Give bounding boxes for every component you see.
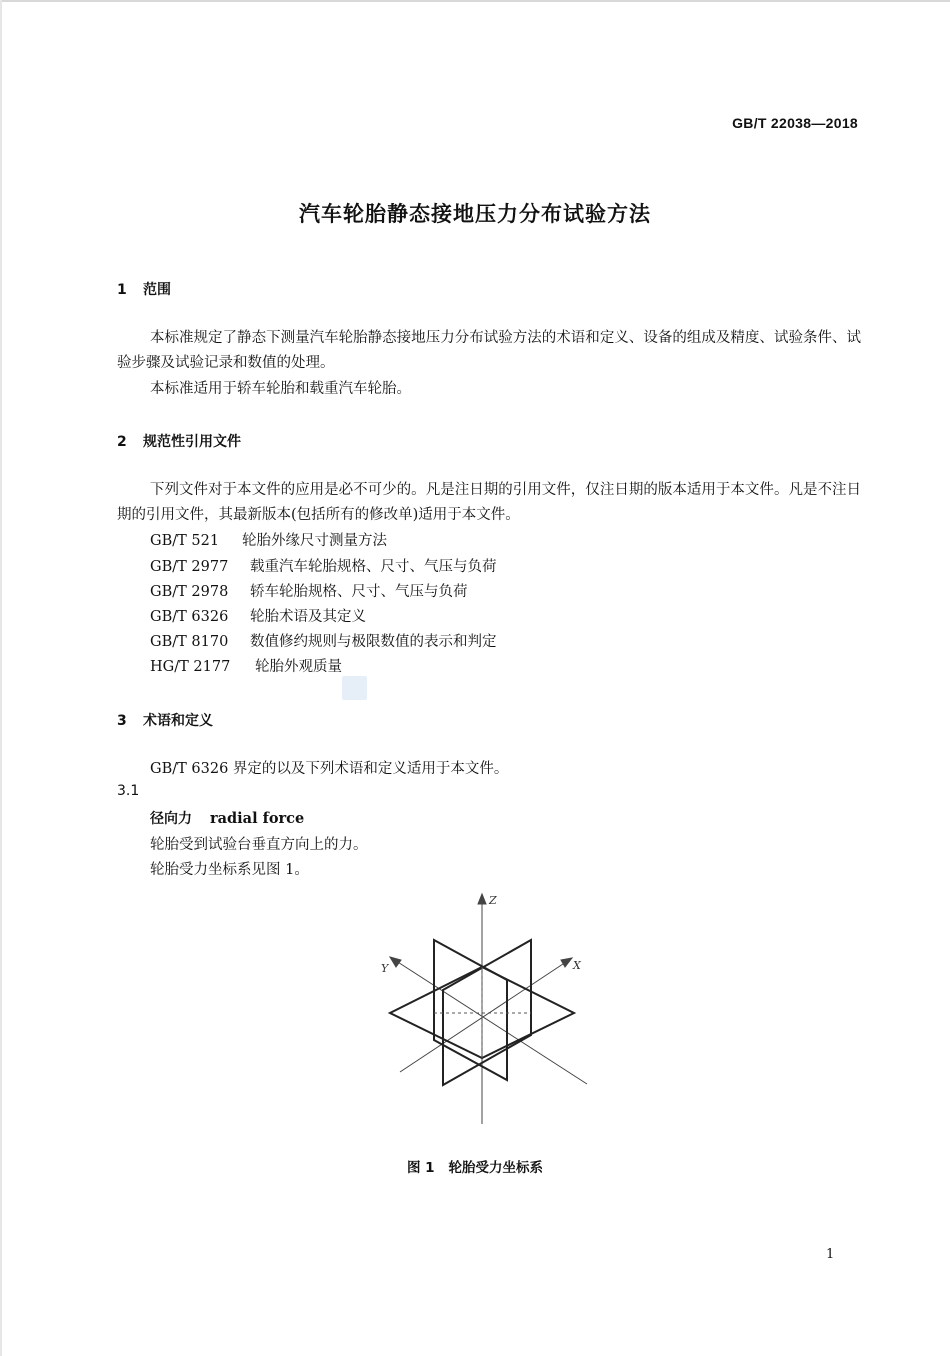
- term-english: radial force: [210, 810, 305, 827]
- standard-code: GB/T 22038—2018: [732, 115, 858, 131]
- reference-title: 数值修约规则与极限数值的表示和判定: [250, 634, 497, 650]
- y-axis-label: Y: [381, 962, 389, 975]
- figure-caption-text: 轮胎受力坐标系: [448, 1160, 544, 1176]
- term-number: 3.1: [117, 783, 140, 799]
- scope-paragraph-2: 本标准适用于轿车轮胎和载重汽车轮胎。: [150, 381, 411, 397]
- page-number: 1: [826, 1247, 835, 1262]
- reference-code: HG/T 2177: [150, 659, 231, 675]
- y-axis-arrow: [390, 957, 401, 967]
- x-axis-line: [400, 958, 572, 1072]
- reference-code: GB/T 6326: [150, 609, 229, 625]
- reference-title: 载重汽车轮胎规格、尺寸、气压与负荷: [250, 559, 497, 575]
- vertical-plane-xz: [443, 940, 531, 1085]
- reference-title: 轮胎术语及其定义: [250, 609, 366, 625]
- reference-title: 轮胎外观质量: [255, 659, 342, 675]
- term-chinese: 径向力: [150, 811, 192, 827]
- figure-number: 图 1: [406, 1160, 435, 1176]
- term-definition: 轮胎受到试验台垂直方向上的力。: [150, 837, 368, 853]
- section-title: 规范性引用文件: [143, 434, 241, 450]
- reference-title: 轿车轮胎规格、尺寸、气压与负荷: [250, 584, 468, 600]
- term-note: 轮胎受力坐标系见图 1。: [150, 862, 309, 878]
- document-title: 汽车轮胎静态接地压力分布试验方法: [299, 202, 651, 226]
- figure-caption: [0, 1156, 950, 1176]
- z-axis-label: Z: [489, 894, 497, 907]
- terms-intro: GB/T 6326 界定的以及下列术语和定义适用于本文件。: [150, 761, 509, 777]
- section-number: 3: [117, 713, 127, 729]
- reference-code: GB/T 2978: [150, 584, 229, 600]
- reference-title: 轮胎外缘尺寸测量方法: [242, 533, 387, 549]
- reference-code: GB/T 2977: [150, 559, 229, 575]
- z-axis-arrow: [478, 894, 486, 904]
- section-number: 2: [117, 434, 127, 450]
- x-axis-arrow: [561, 958, 572, 967]
- section-title: 范围: [143, 282, 171, 298]
- normative-intro: 下列文件对于本文件的应用是必不可少的。凡是注日期的引用文件，仅注日期的版本适用于本文件。凡是不注日期的引用文件，其最新版本(包括所有的修改单)适用于本文件。: [117, 482, 861, 523]
- section-number: 1: [117, 282, 127, 298]
- reference-code: GB/T 8170: [150, 634, 229, 650]
- scope-paragraph-1: 本标准规定了静态下测量汽车轮胎静态接地压力分布试验方法的术语和定义、设备的组成及精度、试验条件、试验步骤及试验记录和数值的处理。: [117, 330, 861, 371]
- x-axis-label: X: [573, 959, 581, 972]
- reference-code: GB/T 521: [150, 533, 220, 549]
- section-title: 术语和定义: [143, 713, 213, 729]
